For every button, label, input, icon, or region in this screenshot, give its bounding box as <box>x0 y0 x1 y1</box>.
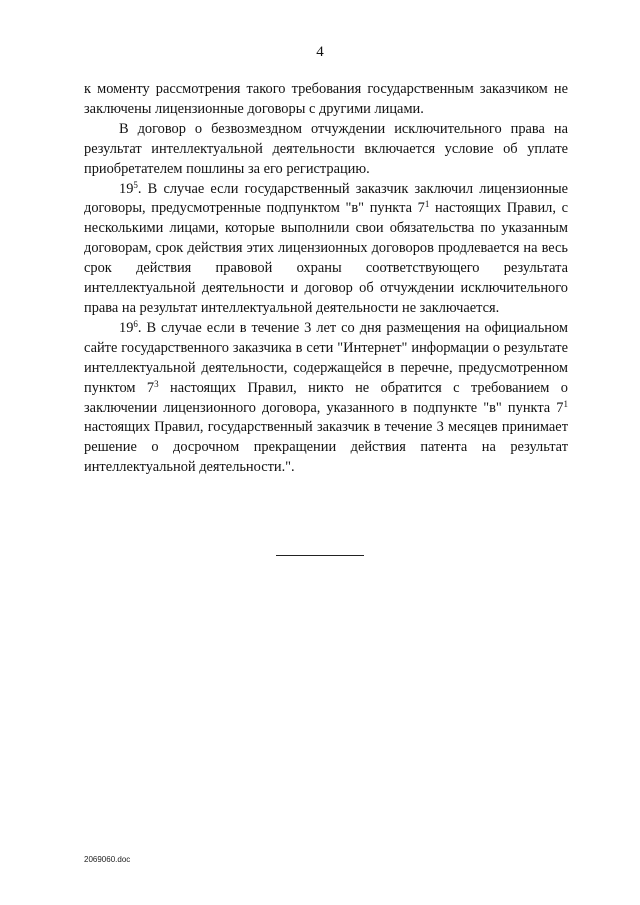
clause-superscript: 5 <box>133 179 138 190</box>
document-body <box>84 80 568 478</box>
clause-number: 19 <box>119 319 134 336</box>
clause-text-part: настоящих Правил, государственный заказчик в течение 3 месяцев принимает решение о досрочном прекращении действия патента на результат интеллектуальной деятельности.". <box>84 419 568 476</box>
clause-superscript: 6 <box>133 318 138 329</box>
paragraph-clause-19-5 <box>84 180 568 319</box>
reference-superscript: 3 <box>154 378 159 389</box>
clause-text-part: . В случае если в течение 3 лет со дня размещения на официальном сайте государственного заказчика в сети "Интернет" информации о результате интеллектуальной деятельности, содержащейся в перечне, предусмотренном пунктом 7 <box>84 319 568 396</box>
clause-number: 19 <box>119 180 134 197</box>
clause-text-part: настоящих Правил, с несколькими лицами, которые выполнили свои обязательства по указанным договорам, срок действия этих лицензионных договоров продлевается на весь срок действия правовой охраны соответствующего результата интеллектуальной деятельности и договор об отчуждении исключительного права на результат интеллектуальной деятельности не заключается. <box>84 200 568 316</box>
paragraph-contract-condition: В договор о безвозмездном отчуждении исключительного права на результат интеллектуальной деятельности включается условие об уплате приобретателем пошлины за его регистрацию. <box>84 120 568 177</box>
reference-superscript: 1 <box>563 398 568 409</box>
reference-superscript: 1 <box>424 199 430 210</box>
paragraph-clause-19-6 <box>84 319 568 478</box>
clause-text-part: настоящих Правил, никто не обратится с требованием о заключении лицензионного договора, указанного в подпункте "в" пункта 7 <box>84 379 568 416</box>
footer-filename: 2069060.doc <box>84 855 131 864</box>
paragraph-continuation: к моменту рассмотрения такого требования государственным заказчиком не заключены лицензионные договоры с другими лицами. <box>84 81 568 117</box>
clause-text-part: . В случае если государственный заказчик заключил лицензионные договоры, предусмотренные подпунктом "в" пункта 7 <box>84 180 568 217</box>
end-divider <box>276 555 364 556</box>
page-number: 4 <box>316 44 324 60</box>
